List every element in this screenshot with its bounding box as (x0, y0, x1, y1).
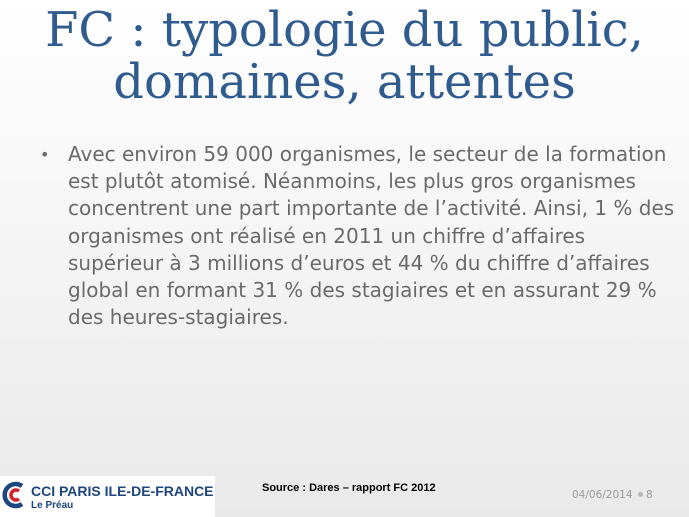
logo-subtitle: Le Préau (31, 500, 74, 511)
footer-separator (638, 492, 643, 497)
slide-title (0, 4, 689, 108)
bullet-text: Avec environ 59 000 organismes, le secteur de la formation est plutôt atomisé. Néanmoins, les plus gros organismes concentrent une part importante de l’activité. Ainsi, 1 % des organismes ont réalisé en 2011 un chiffre d’affaires supérieur à 3 millions d’euros et 44 % du chiffre d’affaires global en formant 31 % des stagiaires et en assurant 29 % des heures-stagiaires. (68, 142, 675, 330)
bullet-marker: • (40, 145, 50, 164)
page-number: 8 (646, 489, 653, 501)
cci-logo-icon (2, 480, 28, 510)
footer-date: 04/06/2014 (572, 489, 633, 501)
logo-name: CCI PARIS ILE-DE-FRANCE (31, 483, 214, 499)
source-note: Source : Dares – rapport FC 2012 (262, 482, 436, 494)
cci-logo (0, 476, 215, 517)
slide-title-line-2: domaines, attentes (113, 54, 576, 110)
slide-title-line-1: FC : typologie du public, (45, 2, 644, 58)
